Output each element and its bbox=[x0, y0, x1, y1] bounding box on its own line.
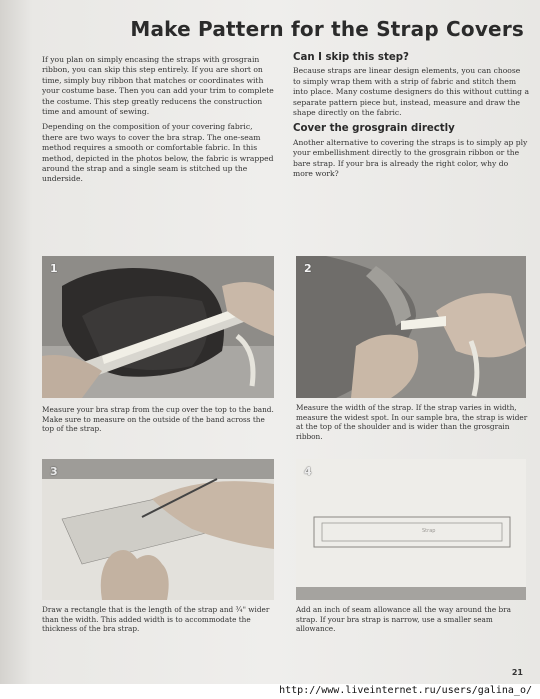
watermark-url[interactable]: http://www.liveinternet.ru/users/galina_o/ bbox=[279, 685, 532, 696]
step-2-caption: Measure the width of the strap. If the strap varies in width, measure the widest spot. In our sample bra, the strap is wider at the top of the shoulder and is wider than the grosgrain ribbon. bbox=[296, 403, 528, 441]
step-2-number: 2 bbox=[304, 262, 312, 275]
right-column bbox=[293, 53, 529, 184]
grosgrain-paragraph: Another alternative to covering the straps is to simply ap ply your embellishment directly to the grosgrain ribbon or the bare strap. If your bra is already the right color, why do more work? bbox=[293, 137, 528, 179]
step-4-photo bbox=[296, 459, 526, 600]
grosgrain-heading: Cover the grosgrain directly bbox=[293, 123, 455, 135]
step-1-caption: Measure your bra strap from the cup over the top to the band. Make sure to measure on the outside of the band across the top of the strap. bbox=[42, 405, 274, 434]
page-number: 21 bbox=[511, 668, 523, 677]
page-title: Make Pattern for the Strap Covers bbox=[130, 17, 524, 41]
watermark-bar bbox=[0, 684, 540, 699]
method-paragraph: Depending on the composition of your covering fabric, there are two ways to cover the bra strap. The one-seam method requires a smooth or comfortable fabric. In this method, depicted in the photos below, the fabric is wrapped around the strap and a single seam is stitched up the underside. bbox=[42, 122, 274, 184]
step-3-number: 3 bbox=[50, 465, 58, 478]
step-4-image bbox=[296, 459, 526, 600]
step-3-photo bbox=[42, 459, 274, 600]
step-3-caption: Draw a rectangle that is the length of the strap and ¾" wider than the width. This added width is to accommodate the thickness of the bra strap. bbox=[42, 605, 270, 634]
step-1-image bbox=[42, 256, 274, 398]
left-column bbox=[42, 55, 274, 190]
step-4-number: 4 bbox=[304, 465, 312, 478]
intro-paragraph: If you plan on simply encasing the straps with grosgrain ribbon, you can skip this step entirely. If you are short on time, simply buy ribbon that matches or coordinates with your costume base. Then you can add your trim to complete the costume. This step greatly reducens the construction time and amount of sewing. bbox=[42, 55, 274, 117]
skip-step-paragraph: Because straps are linear design elements, you can choose to simply wrap them with a strip of fabric and stitch them into place. Many costume designers do this without cutting a separate pattern piece but, instead, measure and draw the shape directly on the fabric. bbox=[293, 66, 529, 118]
skip-step-heading: Can I skip this step? bbox=[293, 52, 409, 63]
strap-drawing-label: Strap bbox=[422, 528, 436, 534]
step-2-photo bbox=[296, 256, 526, 398]
step-3-image bbox=[42, 459, 274, 600]
step-1-photo bbox=[42, 256, 274, 398]
step-2-image bbox=[296, 256, 526, 398]
step-4-caption: Add an inch of seam allowance all the way around the bra strap. If your bra strap is narrow, use a smaller seam allowance. bbox=[296, 605, 511, 634]
step-1-number: 1 bbox=[50, 262, 58, 275]
